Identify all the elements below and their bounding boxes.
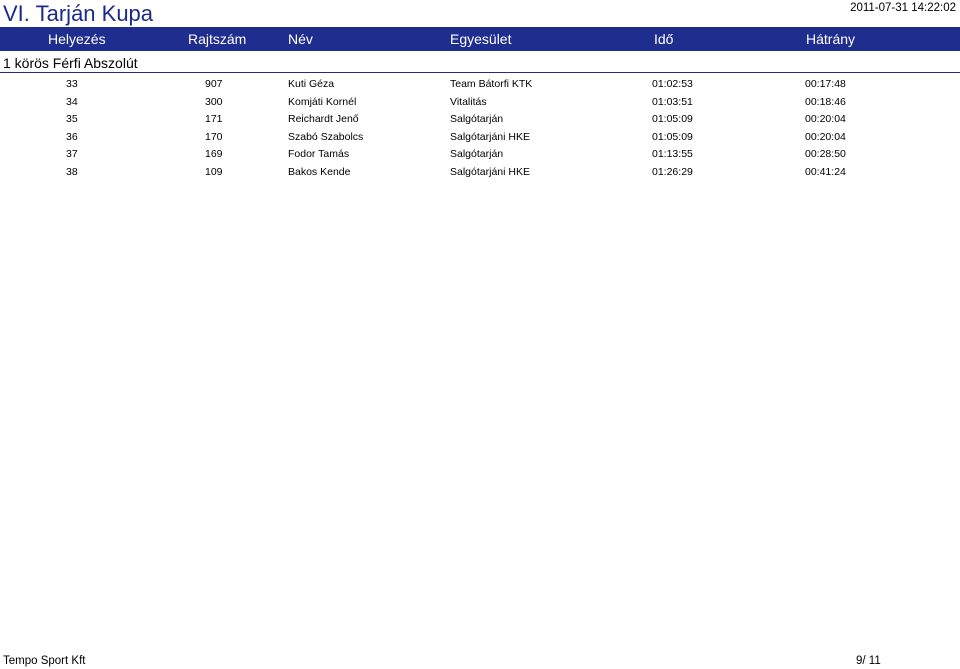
column-header-time: Idő	[654, 31, 674, 47]
cell-position: 38	[66, 165, 78, 178]
cell-gap: 00:41:24	[805, 165, 846, 178]
cell-name: Reichardt Jenő	[288, 113, 359, 126]
page-title: VI. Tarján Kupa	[3, 1, 154, 26]
cell-name: Komjáti Kornél	[288, 95, 357, 108]
cell-club: Vitalitás	[450, 95, 487, 108]
column-header-bib: Rajtszám	[188, 31, 247, 47]
column-header-club: Egyesület	[450, 31, 512, 47]
table-row	[0, 163, 960, 181]
column-header-name: Név	[288, 31, 313, 47]
table-row	[0, 110, 960, 128]
cell-gap: 00:28:50	[805, 148, 846, 161]
cell-club: Team Bátorfi KTK	[450, 78, 533, 90]
cell-time: 01:02:53	[652, 78, 693, 90]
table-row	[0, 93, 960, 111]
results-table	[0, 75, 960, 181]
category-divider	[0, 72, 960, 73]
cell-bib: 907	[205, 78, 223, 90]
cell-time: 01:26:29	[652, 165, 693, 178]
cell-time: 01:05:09	[652, 130, 693, 143]
cell-gap: 00:20:04	[805, 130, 846, 143]
table-row	[0, 75, 960, 93]
cell-club: Salgótarján	[450, 148, 504, 161]
category-heading: 1 körös Férfi Abszolút	[3, 55, 138, 71]
cell-position: 33	[66, 78, 78, 90]
cell-position: 36	[66, 130, 78, 143]
cell-gap: 00:18:46	[805, 95, 846, 108]
column-header-position: Helyezés	[48, 31, 106, 47]
print-timestamp: 2011-07-31 14:22:02	[850, 2, 956, 14]
cell-bib: 169	[205, 148, 223, 161]
cell-name: Szabó Szabolcs	[288, 130, 364, 143]
table-row	[0, 128, 960, 146]
cell-time: 01:05:09	[652, 113, 693, 126]
cell-bib: 171	[205, 113, 223, 126]
cell-bib: 170	[205, 130, 223, 143]
cell-gap: 00:20:04	[805, 113, 846, 126]
cell-time: 01:03:51	[652, 95, 693, 108]
column-header-bar	[0, 27, 960, 51]
cell-club: Salgótarján	[450, 113, 504, 126]
cell-name: Bakos Kende	[288, 165, 351, 178]
cell-position: 34	[66, 95, 78, 108]
column-header-gap: Hátrány	[806, 31, 856, 47]
cell-position: 37	[66, 148, 78, 161]
cell-time: 01:13:55	[652, 148, 693, 161]
cell-name: Kuti Géza	[288, 78, 335, 90]
footer-page-number: 9/ 11	[856, 655, 881, 667]
cell-name: Fodor Tamás	[288, 148, 350, 161]
table-row	[0, 145, 960, 163]
footer-organizer: Tempo Sport Kft	[3, 655, 86, 667]
cell-bib: 300	[205, 95, 223, 108]
cell-gap: 00:17:48	[805, 78, 846, 90]
cell-position: 35	[66, 113, 78, 126]
cell-club: Salgótarjáni HKE	[450, 165, 530, 178]
cell-club: Salgótarjáni HKE	[450, 130, 530, 143]
cell-bib: 109	[205, 165, 223, 178]
